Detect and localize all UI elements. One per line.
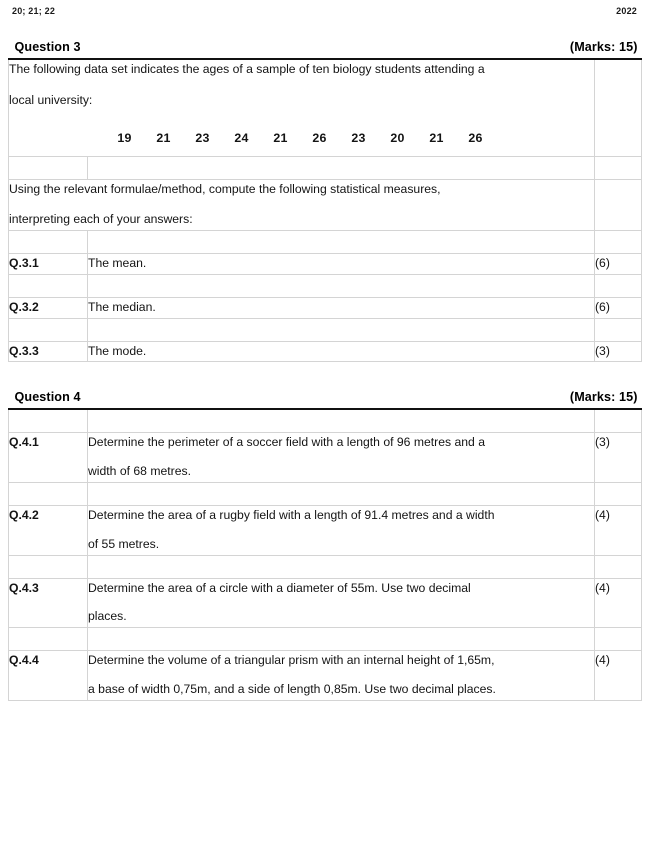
question-item-line: Determine the area of a circle with a diameter of 55m. Use two decimal <box>88 580 471 595</box>
question-item-line: Determine the volume of a triangular prism with an internal height of 1,65m, <box>88 653 495 668</box>
question-item-number: Q.3.3 <box>9 341 88 362</box>
spacer-marks-cell <box>595 318 642 341</box>
question-4-spacer-row-3 <box>9 555 642 578</box>
question-item-body <box>88 505 595 555</box>
question-item-marks: (3) <box>595 433 642 483</box>
question-4-table <box>8 386 642 700</box>
question-3-instruction-cell <box>9 179 595 231</box>
question-3-title: Question 3 <box>14 39 81 54</box>
spacer-marks-cell <box>595 274 642 297</box>
question-3-dataset <box>9 122 594 156</box>
spacer-num-cell <box>9 409 88 433</box>
question-item-number: Q.3.1 <box>9 254 88 275</box>
question-item-body <box>88 341 595 362</box>
table-row <box>9 254 642 275</box>
question-4-spacer-row-4 <box>9 628 642 651</box>
question-4-title: Question 4 <box>14 390 81 405</box>
dataset-value-8: 20 <box>390 130 405 145</box>
question-item-marks: (6) <box>595 254 642 275</box>
dataset-value-3: 23 <box>195 130 210 145</box>
question-item-marks: (3) <box>595 341 642 362</box>
question-4-marks: (Marks: 15) <box>569 390 638 405</box>
table-row <box>9 651 642 701</box>
spacer-marks-cell <box>595 628 642 651</box>
table-row <box>9 505 642 555</box>
table-row <box>9 433 642 483</box>
question-item-line: places. <box>88 609 127 624</box>
spacer-num-cell <box>9 482 88 505</box>
question-4-spacer-row-1 <box>9 409 642 433</box>
question-3-intro-cell <box>9 59 595 156</box>
dataset-value-6: 26 <box>312 130 327 145</box>
question-3-intro-line-2: local university: <box>9 92 93 107</box>
spacer-num-cell <box>9 156 88 179</box>
spacer-body-cell <box>88 274 595 297</box>
question-item-line: Determine the area of a rugby field with a length of 91.4 metres and a width <box>88 507 495 522</box>
question-3-table <box>8 36 642 362</box>
spacer-body-cell <box>88 482 595 505</box>
running-header-right: 2022 <box>616 6 637 16</box>
spacer-body-cell <box>88 409 595 433</box>
spacer-num-cell <box>9 274 88 297</box>
question-item-line: Determine the perimeter of a soccer field with a length of 96 metres and a <box>88 435 485 450</box>
table-row <box>9 341 642 362</box>
question-item-number: Q.4.4 <box>9 651 88 701</box>
question-3-instruction-row <box>9 179 642 231</box>
dataset-value-9: 21 <box>429 130 444 145</box>
running-header-left: 20; 21; 22 <box>12 6 56 16</box>
question-item-marks: (6) <box>595 297 642 318</box>
question-4-spacer-row-2 <box>9 482 642 505</box>
table-row <box>9 578 642 628</box>
section-gap <box>8 362 641 386</box>
dataset-value-1: 19 <box>117 130 132 145</box>
dataset-value-7: 23 <box>351 130 366 145</box>
question-3-spacer-row-1 <box>9 156 642 179</box>
spacer-body-cell <box>88 555 595 578</box>
spacer-marks-cell <box>595 555 642 578</box>
question-item-number: Q.4.3 <box>9 578 88 628</box>
question-item-body <box>88 578 595 628</box>
question-3-banner-row <box>9 36 642 59</box>
question-4-banner-row <box>9 386 642 409</box>
question-3-instruction-line-2: interpreting each of your answers: <box>9 212 193 227</box>
spacer-num-cell <box>9 555 88 578</box>
question-item-marks: (4) <box>595 651 642 701</box>
question-3-instruction-line-1: Using the relevant formulae/method, compute the following statistical measures, <box>9 181 441 196</box>
question-3-spacer-row-4 <box>9 318 642 341</box>
spacer-body-cell <box>88 156 595 179</box>
spacer-num-cell <box>9 628 88 651</box>
spacer-body-cell <box>88 318 595 341</box>
dataset-value-2: 21 <box>156 130 171 145</box>
question-item-body <box>88 651 595 701</box>
question-3-spacer-row-3 <box>9 274 642 297</box>
question-item-line: of 55 metres. <box>88 536 160 551</box>
question-item-number: Q.4.1 <box>9 433 88 483</box>
question-item-line: The mode. <box>88 343 147 358</box>
spacer-num-cell <box>9 318 88 341</box>
spacer-num-cell <box>9 231 88 254</box>
dataset-value-10: 26 <box>468 130 483 145</box>
question-item-number: Q.4.2 <box>9 505 88 555</box>
question-3-instruction-marks-cell <box>595 179 642 231</box>
question-item-line: width of 68 metres. <box>88 464 191 479</box>
running-header <box>8 0 641 36</box>
question-item-body <box>88 254 595 275</box>
spacer-marks-cell <box>595 231 642 254</box>
question-item-line: a base of width 0,75m, and a side of length 0,85m. Use two decimal places. <box>88 681 496 696</box>
question-item-line: The median. <box>88 299 156 314</box>
question-3-intro-row <box>9 59 642 156</box>
question-3-spacer-row-2 <box>9 231 642 254</box>
spacer-marks-cell <box>595 482 642 505</box>
dataset-value-4: 24 <box>234 130 249 145</box>
question-3-intro-line-1: The following data set indicates the ages of a sample of ten biology students attending a <box>9 62 485 76</box>
question-item-body <box>88 297 595 318</box>
question-3-banner <box>9 36 642 58</box>
question-4-banner <box>9 386 642 408</box>
question-item-number: Q.3.2 <box>9 297 88 318</box>
spacer-marks-cell <box>595 409 642 433</box>
spacer-body-cell <box>88 231 595 254</box>
spacer-marks-cell <box>595 156 642 179</box>
question-item-line: The mean. <box>88 256 147 271</box>
dataset-value-5: 21 <box>273 130 288 145</box>
question-item-marks: (4) <box>595 578 642 628</box>
question-item-marks: (4) <box>595 505 642 555</box>
question-item-body <box>88 433 595 483</box>
table-row <box>9 297 642 318</box>
question-3-banner-cell <box>9 36 642 59</box>
spacer-body-cell <box>88 628 595 651</box>
question-4-banner-cell <box>9 386 642 409</box>
question-3-intro-marks-cell <box>595 59 642 156</box>
question-3-marks: (Marks: 15) <box>569 39 638 54</box>
